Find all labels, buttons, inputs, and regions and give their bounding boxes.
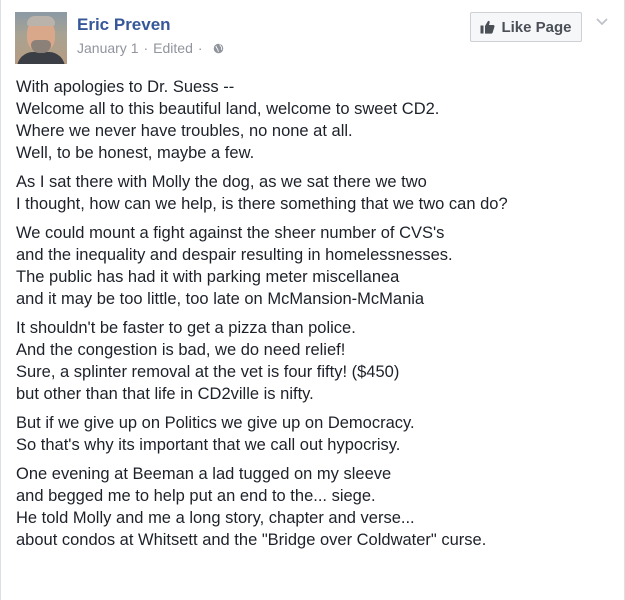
poem-line: So that's why its important that we call out hypocrisy. bbox=[16, 436, 401, 454]
poem-line: As I sat there with Molly the dog, as we sat there we two bbox=[16, 173, 427, 191]
stanza bbox=[16, 412, 616, 456]
poem-line: and it may be too little, too late on McMansion-McMania bbox=[16, 290, 425, 308]
globe-icon[interactable] bbox=[213, 43, 224, 54]
poem-line: But if we give up on Politics we give up on Democracy. bbox=[16, 414, 415, 432]
poem-line: Sure, a splinter removal at the vet is four fifty! ($450) bbox=[16, 363, 400, 381]
post-meta bbox=[77, 12, 224, 57]
poem-line: and the inequality and despair resulting in homelessnesses. bbox=[16, 246, 453, 264]
poem-line: The public has had it with parking meter miscellanea bbox=[16, 268, 400, 286]
poem-line: Well, to be honest, maybe a few. bbox=[16, 144, 255, 162]
chevron-down-icon[interactable] bbox=[595, 16, 609, 28]
poem-line: Where we never have troubles, no none at all. bbox=[16, 122, 353, 140]
stanza bbox=[16, 463, 616, 551]
post-header bbox=[15, 12, 224, 64]
separator: · bbox=[143, 40, 149, 56]
poem-line: And the congestion is bad, we do need relief! bbox=[16, 341, 346, 359]
post-date[interactable]: January 1 bbox=[77, 40, 139, 56]
poem-line: I thought, how can we help, is there something that we two can do? bbox=[16, 195, 508, 213]
avatar[interactable] bbox=[15, 12, 67, 64]
poem-line: We could mount a fight against the sheer number of CVS's bbox=[16, 224, 445, 242]
poem-line: It shouldn't be faster to get a pizza than police. bbox=[16, 319, 356, 337]
poem-line: Welcome all to this beautiful land, welcome to sweet CD2. bbox=[16, 100, 440, 118]
author-name[interactable]: Eric Preven bbox=[77, 15, 171, 34]
stanza bbox=[16, 76, 616, 164]
poem-line: but other than that life in CD2ville is nifty. bbox=[16, 385, 314, 403]
poem-line: With apologies to Dr. Suess -- bbox=[16, 78, 235, 96]
poem-line: and begged me to help put an end to the... siege. bbox=[16, 487, 376, 505]
poem-line: One evening at Beeman a lad tugged on my sleeve bbox=[16, 465, 392, 483]
thumbs-up-icon bbox=[480, 20, 495, 34]
like-page-label: Like Page bbox=[501, 18, 572, 36]
post-body bbox=[16, 76, 616, 558]
separator: · bbox=[197, 40, 203, 56]
poem-line: about condos at Whitsett and the "Bridge over Coldwater" curse. bbox=[16, 531, 487, 549]
poem-line: He told Molly and me a long story, chapter and verse... bbox=[16, 509, 415, 527]
edited-label[interactable]: Edited bbox=[153, 40, 193, 56]
stanza bbox=[16, 222, 616, 310]
stanza bbox=[16, 317, 616, 405]
post-subline bbox=[77, 39, 224, 57]
like-page-button[interactable] bbox=[470, 12, 582, 42]
stanza bbox=[16, 171, 616, 215]
